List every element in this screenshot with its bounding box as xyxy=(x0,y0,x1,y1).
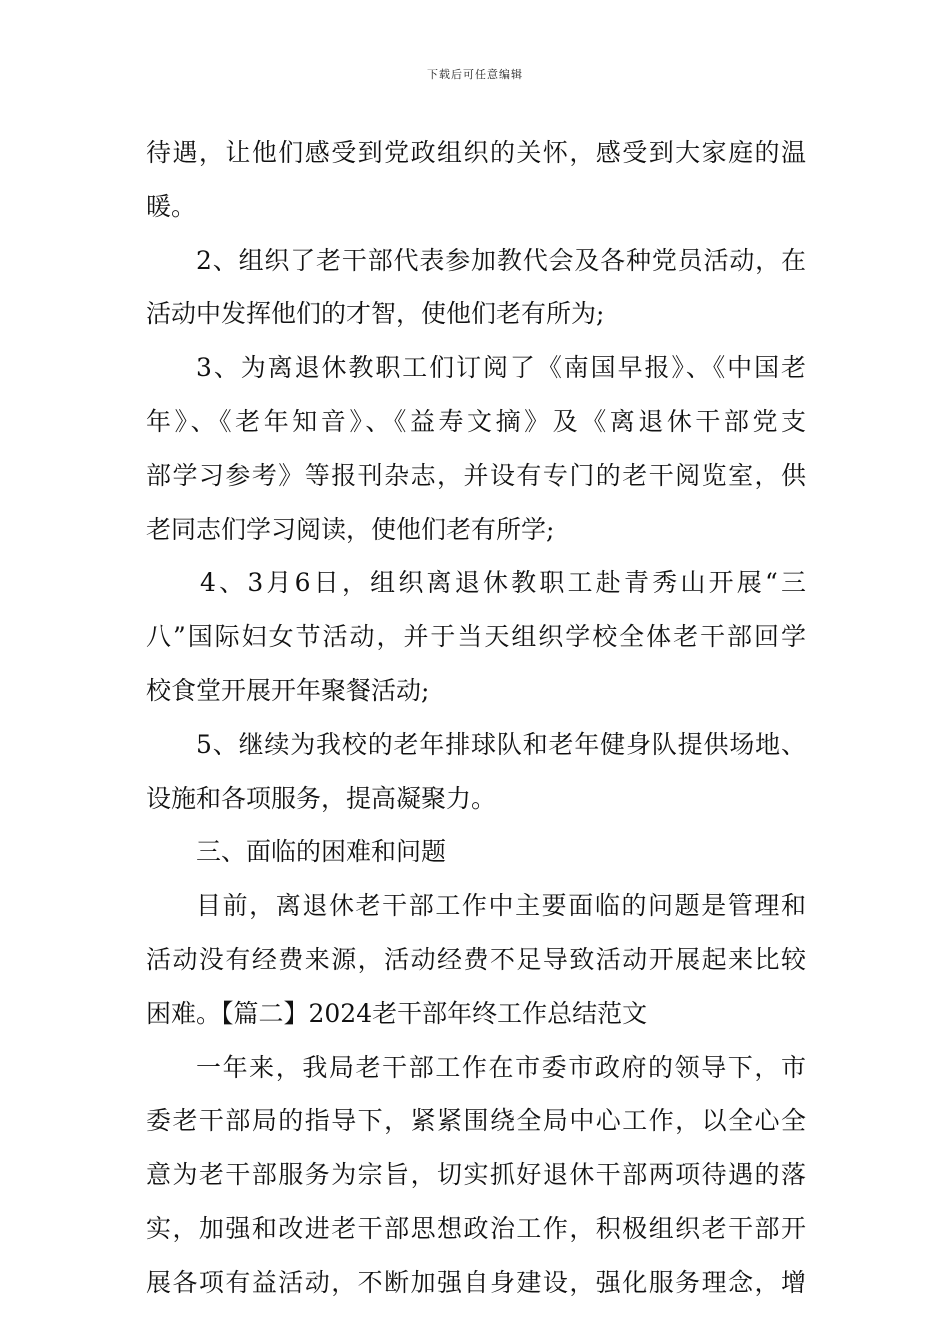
text-line: 校食堂开展开年聚餐活动; xyxy=(146,675,430,705)
text-line: 实，加强和改进老干部思想政治工作，积极组织老干部开 xyxy=(146,1213,806,1243)
text-line: 活动中发挥他们的才智，使他们老有所为; xyxy=(146,299,605,329)
text-line: 部学习参考》等报刊杂志，并设有专门的老干阅览室，供 xyxy=(146,460,806,490)
text-line: 活动没有经费来源，活动经费不足导致活动开展起来比较 xyxy=(146,944,806,974)
text-line: 2、组织了老干部代表参加教代会及各种党员活动，在 xyxy=(196,245,806,275)
text-line: 困难。【篇二】2024老干部年终工作总结范文 xyxy=(146,998,648,1028)
text-line: 3、为离退休教职工们订阅了《南国早报》、《中国老 xyxy=(196,353,806,383)
text-line: 委老干部局的指导下，紧紧围绕全局中心工作，以全心全 xyxy=(146,1106,806,1136)
text-line: 老同志们学习阅读，使他们老有所学; xyxy=(146,514,555,544)
text-line: 5、继续为我校的老年排球队和老年健身队提供场地、 xyxy=(196,729,806,759)
text-line: 八”国际妇女节活动，并于当天组织学校全体老干部回学 xyxy=(146,622,806,652)
text-line: 目前，离退休老干部工作中主要面临的问题是管理和 xyxy=(196,891,806,921)
text-line: 意为老干部服务为宗旨，切实抓好退休干部两项待遇的落 xyxy=(146,1160,806,1190)
text-line: 设施和各项服务，提高凝聚力。 xyxy=(146,783,497,813)
text-line: 4、3月6日，组织离退休教职工赴青秀山开展“三 xyxy=(200,568,806,598)
text-line: 一年来，我局老干部工作在市委市政府的领导下，市 xyxy=(196,1052,806,1082)
text-line: 展各项有益活动，不断加强自身建设，强化服务理念，增 xyxy=(146,1267,806,1297)
text-line: 暖。 xyxy=(146,191,197,221)
page-header-note: 下载后可任意编辑 xyxy=(427,68,523,81)
document-body xyxy=(146,126,806,1310)
section-heading: 三、面临的困难和问题 xyxy=(196,837,447,867)
text-line: 待遇，让他们感受到党政组织的关怀，感受到大家庭的温 xyxy=(146,138,806,167)
text-line: 年》、《老年知音》、《益寿文摘》及《离退休干部党支 xyxy=(146,406,806,436)
